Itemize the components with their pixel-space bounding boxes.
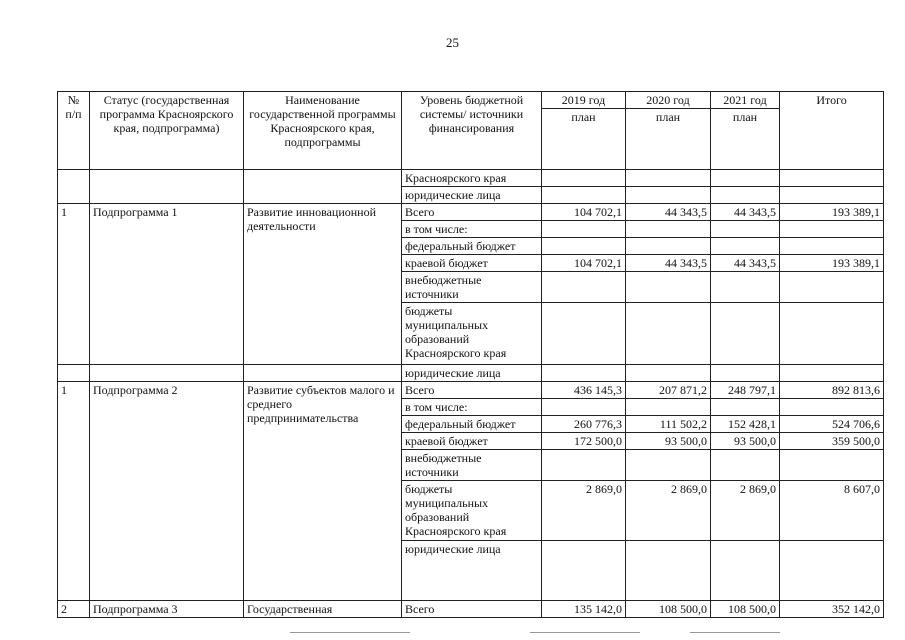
- value-2019: 135 142,0: [542, 601, 626, 618]
- sub3-status: Подпрограмма 3: [90, 601, 244, 618]
- value-total: [780, 221, 884, 238]
- value-2020: 207 871,2: [626, 382, 711, 399]
- sub3-name: Государственная: [244, 601, 402, 618]
- table-row: [58, 601, 884, 618]
- sub1-status: Подпрограмма 1: [90, 204, 244, 365]
- value-total: [780, 399, 884, 416]
- value-2020: [626, 303, 711, 365]
- header-name: Наименование государственной программы Красноярского края, подпрограммы: [244, 92, 402, 170]
- value-2021: [711, 365, 780, 382]
- table-row: [58, 204, 884, 221]
- budget-table: [57, 91, 884, 618]
- value-2021: 108 500,0: [711, 601, 780, 618]
- value-2020: [626, 450, 711, 481]
- value-2020: [626, 541, 711, 601]
- value-2020: 108 500,0: [626, 601, 711, 618]
- header-row: [58, 92, 884, 109]
- table-row: [58, 170, 884, 187]
- carry-num: [58, 170, 90, 204]
- value-2019: [542, 238, 626, 255]
- level-label: федеральный бюджет: [402, 238, 542, 255]
- header-level: Уровень бюджетной системы/ источники финансирования: [402, 92, 542, 170]
- value-total: [780, 303, 884, 365]
- scan-edge-marks: [0, 632, 905, 634]
- sub1-tail-num: [58, 365, 90, 382]
- value-2020: 44 343,5: [626, 204, 711, 221]
- value-2021: 44 343,5: [711, 255, 780, 272]
- value-total: [780, 238, 884, 255]
- level-label: Всего: [402, 382, 542, 399]
- value-total: 8 607,0: [780, 481, 884, 541]
- sub1-name: Развитие инновационной деятельности: [244, 204, 402, 365]
- carry-status: [90, 170, 244, 204]
- level-label: Всего: [402, 601, 542, 618]
- value-2021: [711, 272, 780, 303]
- level-label: Всего: [402, 204, 542, 221]
- value-2021: 2 869,0: [711, 481, 780, 541]
- table-row: [58, 365, 884, 382]
- value-2020: [626, 272, 711, 303]
- level-label: Красноярского края: [402, 170, 542, 187]
- value-2021: [711, 450, 780, 481]
- value-2019: 104 702,1: [542, 204, 626, 221]
- level-label: федеральный бюджет: [402, 416, 542, 433]
- value-2021: 93 500,0: [711, 433, 780, 450]
- value-2021: 248 797,1: [711, 382, 780, 399]
- value-total: 352 142,0: [780, 601, 884, 618]
- value-total: 193 389,1: [780, 255, 884, 272]
- sub1-tail-status: [90, 365, 244, 382]
- value-2020: [626, 399, 711, 416]
- value-2019: [542, 365, 626, 382]
- level-label: краевой бюджет: [402, 433, 542, 450]
- value-2019: 436 145,3: [542, 382, 626, 399]
- value-total: 892 813,6: [780, 382, 884, 399]
- value-2021: 152 428,1: [711, 416, 780, 433]
- value-2021: [711, 303, 780, 365]
- value-2021: [711, 238, 780, 255]
- level-label: бюджеты муниципальных образований Красноярского края: [402, 303, 542, 365]
- level-label: внебюджетные источники: [402, 450, 542, 481]
- header-plan-2021: план: [711, 109, 780, 170]
- page-number: 25: [446, 35, 459, 50]
- table-row: [58, 382, 884, 399]
- value-2020: [626, 221, 711, 238]
- value-2019: [542, 303, 626, 365]
- value-2020: 44 343,5: [626, 255, 711, 272]
- header-2020: 2020 год: [626, 92, 711, 109]
- value-2020: [626, 238, 711, 255]
- value-2019: [542, 221, 626, 238]
- level-label: в том числе:: [402, 221, 542, 238]
- value-2019: [542, 450, 626, 481]
- value-total: [780, 450, 884, 481]
- value-2019: 104 702,1: [542, 255, 626, 272]
- level-label: в том числе:: [402, 399, 542, 416]
- sub3-num: 2: [58, 601, 90, 618]
- value-2020: 2 869,0: [626, 481, 711, 541]
- value-2020: 111 502,2: [626, 416, 711, 433]
- header-plan-2019: план: [542, 109, 626, 170]
- level-label: юридические лица: [402, 541, 542, 601]
- value-total: [780, 272, 884, 303]
- value-2021: [711, 221, 780, 238]
- value-2020: [626, 365, 711, 382]
- value-total: [780, 365, 884, 382]
- value-2019: [542, 272, 626, 303]
- value-2020: 93 500,0: [626, 433, 711, 450]
- sub1-num: 1: [58, 204, 90, 365]
- carry-name: [244, 170, 402, 204]
- value-2019: [542, 399, 626, 416]
- header-2019: 2019 год: [542, 92, 626, 109]
- value-2019: 2 869,0: [542, 481, 626, 541]
- value-2019: 172 500,0: [542, 433, 626, 450]
- level-label: юридические лица: [402, 365, 542, 382]
- value-total: 524 706,6: [780, 416, 884, 433]
- value-total: 359 500,0: [780, 433, 884, 450]
- value-total: [780, 541, 884, 601]
- value-2021: [711, 399, 780, 416]
- sub2-name: Развитие субъектов малого и среднего предпринимательства: [244, 382, 402, 601]
- level-label: краевой бюджет: [402, 255, 542, 272]
- level-label: юридические лица: [402, 187, 542, 204]
- sub2-status: Подпрограмма 2: [90, 382, 244, 601]
- value-2019: 260 776,3: [542, 416, 626, 433]
- header-total: Итого: [780, 92, 884, 170]
- level-label: внебюджетные источники: [402, 272, 542, 303]
- header-2021: 2021 год: [711, 92, 780, 109]
- level-label: бюджеты муниципальных образований Красноярского края: [402, 481, 542, 541]
- header-status: Статус (государственная программа Красноярского края, подпрограмма): [90, 92, 244, 170]
- value-2021: [711, 541, 780, 601]
- value-2019: [542, 541, 626, 601]
- value-2021: 44 343,5: [711, 204, 780, 221]
- sub1-tail-name: [244, 365, 402, 382]
- sub2-num: 1: [58, 382, 90, 601]
- header-num: № п/п: [58, 92, 90, 170]
- value-total: 193 389,1: [780, 204, 884, 221]
- header-plan-2020: план: [626, 109, 711, 170]
